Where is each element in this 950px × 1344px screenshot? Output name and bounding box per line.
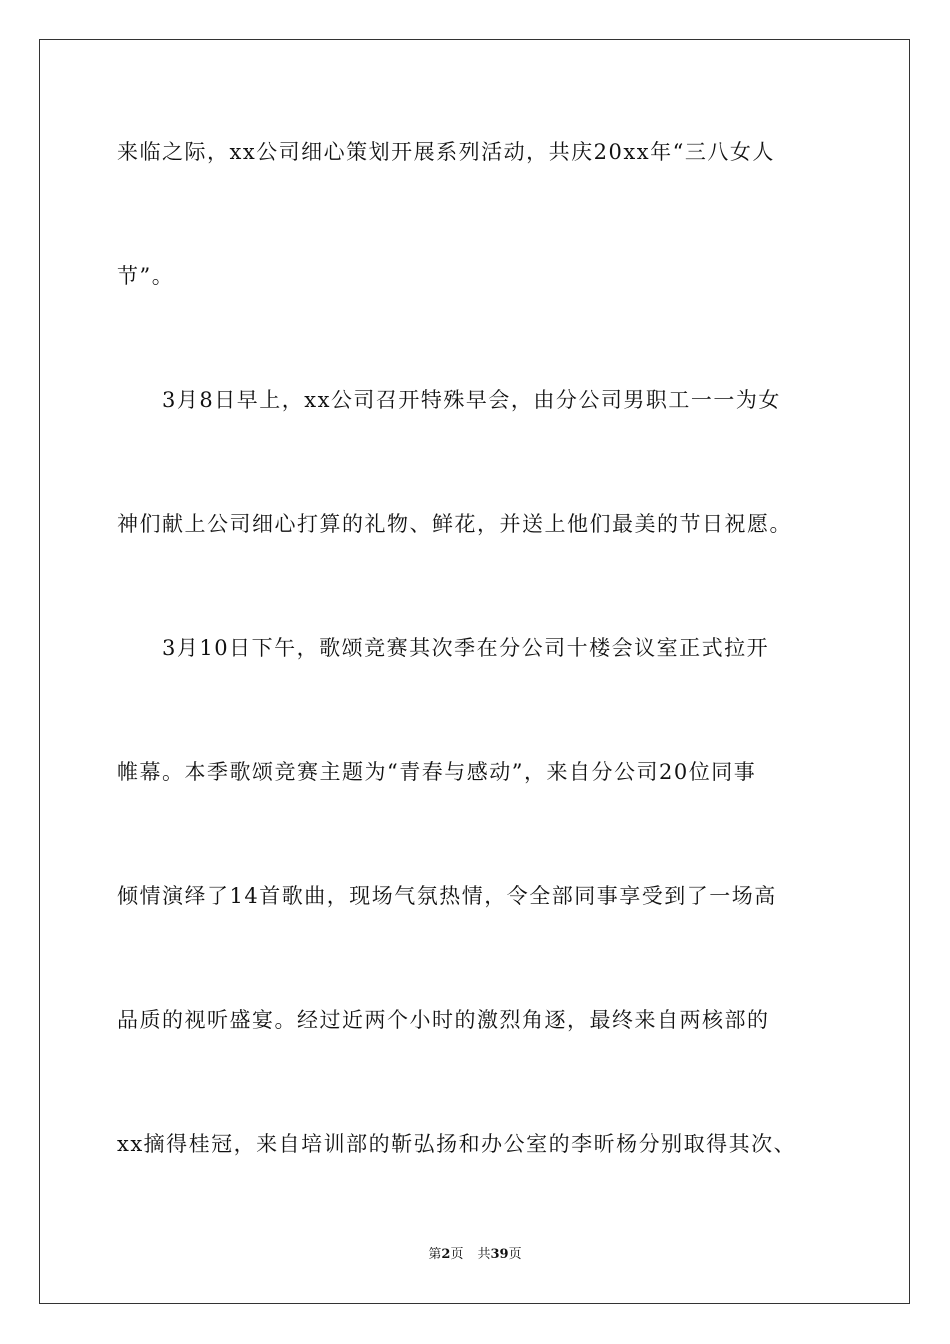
paragraph-line-9: xx摘得桂冠，来自培训部的靳弘扬和办公室的李昕杨分别取得其次、 xyxy=(117,1132,797,1156)
total-prefix: 共 xyxy=(477,1247,491,1262)
paragraph-line-7: 倾情演绎了14首歌曲，现场气氛热情，令全部同事享受到了一场高 xyxy=(117,884,777,908)
paragraph-line-2: 节”。 xyxy=(117,264,175,288)
paragraph-line-3: 3月8日早上，xx公司召开特殊早会，由分公司男职工一一为女 xyxy=(162,388,781,412)
total-pages: 39 xyxy=(490,1247,509,1262)
paragraph-line-8: 品质的视听盛宴。经过近两个小时的激烈角逐，最终来自两核部的 xyxy=(117,1008,770,1032)
paragraph-line-5: 3月10日下午，歌颂竞赛其次季在分公司十楼会议室正式拉开 xyxy=(162,636,770,660)
page-footer xyxy=(0,1245,950,1265)
paragraph-line-1: 来临之际，xx公司细心策划开展系列活动，共庆20xx年“三八女人 xyxy=(117,140,775,164)
page-border xyxy=(39,39,910,1304)
page-number: 2 xyxy=(441,1247,451,1262)
paragraph-line-4: 神们献上公司细心打算的礼物、鲜花，并送上他们最美的节日祝愿。 xyxy=(117,512,792,536)
total-suffix: 页 xyxy=(508,1247,522,1262)
paragraph-line-6: 帷幕。本季歌颂竞赛主题为“青春与感动”，来自分公司20位同事 xyxy=(117,760,757,784)
page-prefix: 第 xyxy=(428,1247,442,1262)
page-suffix: 页 xyxy=(450,1247,464,1262)
